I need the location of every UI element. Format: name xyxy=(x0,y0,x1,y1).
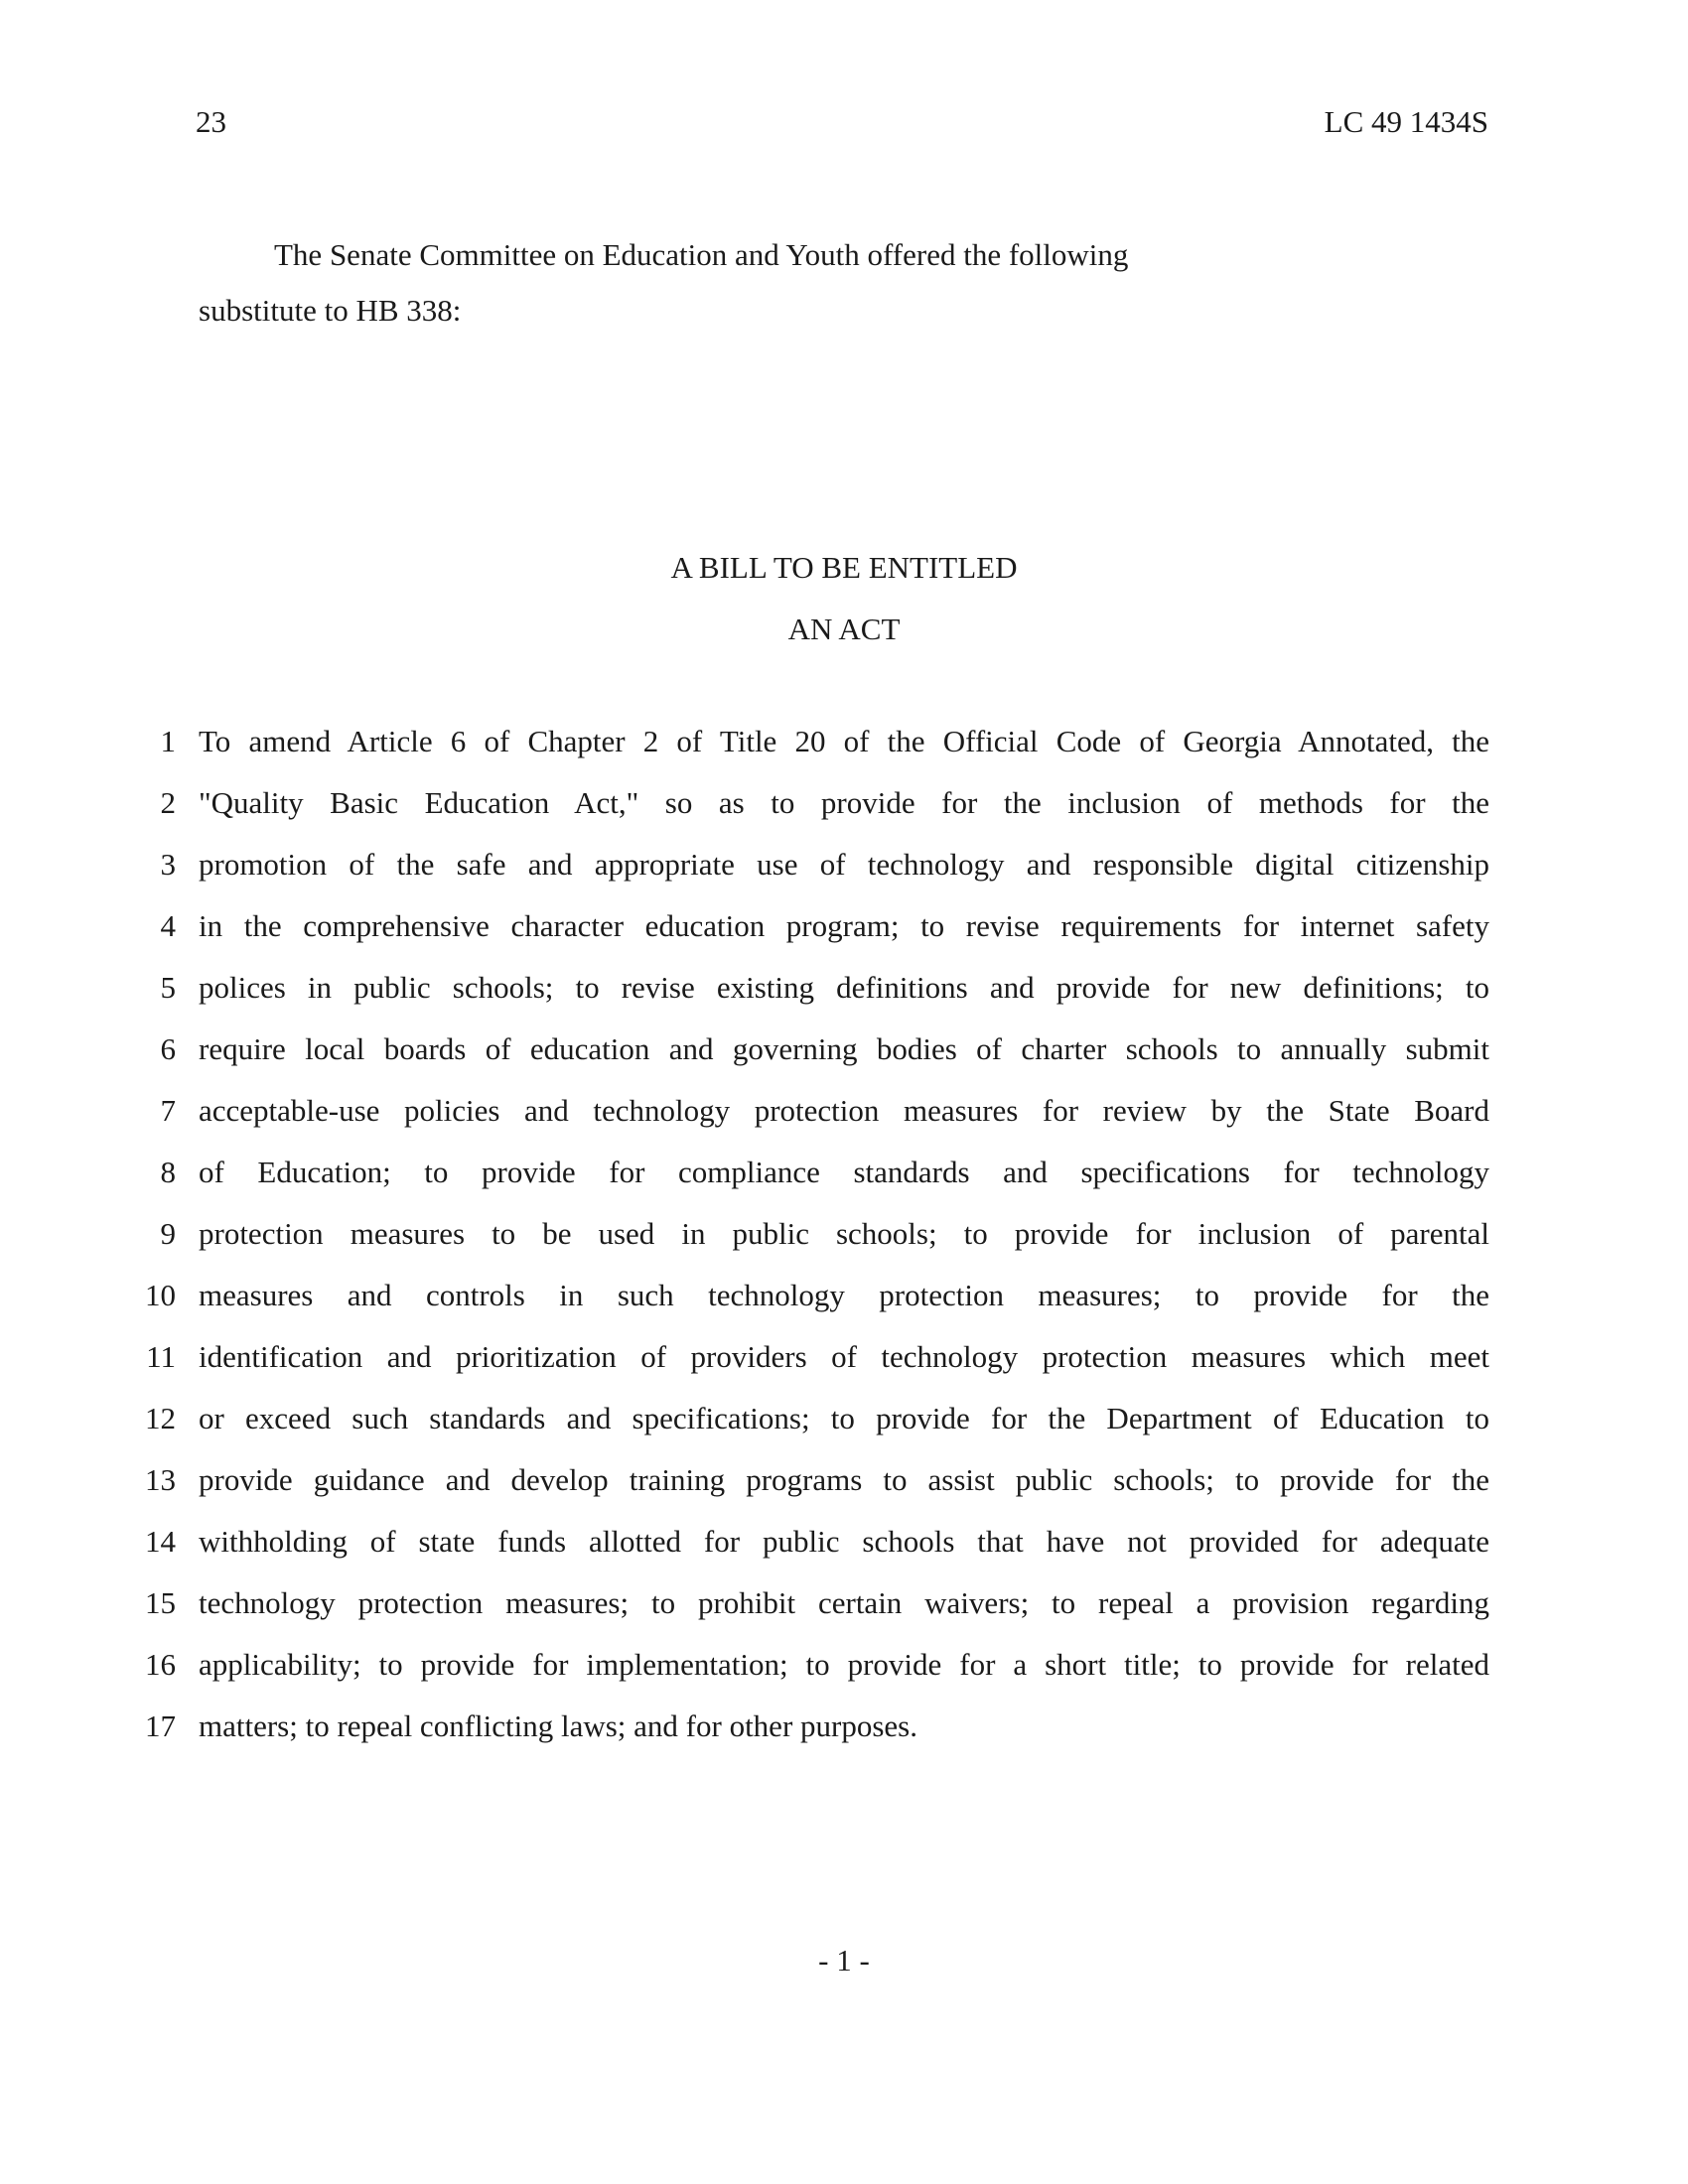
line-text: applicability; to provide for implementation; to provide for a short title; to provide for related xyxy=(199,1647,1489,1682)
numbered-line xyxy=(0,845,1688,906)
numbered-line xyxy=(0,1029,1688,1091)
line-number: 4 xyxy=(160,908,176,943)
line-number: 6 xyxy=(160,1031,176,1066)
numbered-line xyxy=(0,783,1688,845)
numbered-line xyxy=(0,1645,1688,1706)
line-text: acceptable-use policies and technology protection measures for review by the State Board xyxy=(199,1093,1489,1128)
line-text: or exceed such standards and specifications; to provide for the Department of Education to xyxy=(199,1401,1489,1435)
line-number: 2 xyxy=(160,785,176,820)
numbered-line xyxy=(0,1460,1688,1522)
line-number: 17 xyxy=(145,1708,176,1743)
line-text: provide guidance and develop training programs to assist public schools; to provide for the xyxy=(199,1462,1489,1497)
numbered-line xyxy=(0,1214,1688,1276)
line-number: 9 xyxy=(160,1216,176,1251)
numbered-line xyxy=(0,1337,1688,1399)
line-number: 7 xyxy=(160,1093,176,1128)
line-number: 5 xyxy=(160,970,176,1005)
line-number: 1 xyxy=(160,724,176,758)
line-number: 10 xyxy=(145,1278,176,1312)
line-text: of Education; to provide for compliance standards and specifications for technology xyxy=(199,1155,1489,1189)
numbered-line xyxy=(0,1153,1688,1214)
line-text: polices in public schools; to revise existing definitions and provide for new definitions; to xyxy=(199,970,1489,1005)
bill-title-line-2: AN ACT xyxy=(787,612,901,646)
line-text: identification and prioritization of providers of technology protection measures which meet xyxy=(199,1339,1489,1374)
line-text: measures and controls in such technology protection measures; to provide for the xyxy=(199,1278,1489,1312)
line-number: 15 xyxy=(145,1585,176,1620)
line-text: technology protection measures; to prohibit certain waivers; to repeal a provision regarding xyxy=(199,1585,1489,1620)
line-text: promotion of the safe and appropriate use of technology and responsible digital citizenship xyxy=(199,847,1489,882)
bill-body xyxy=(0,722,1688,1768)
line-text: protection measures to be used in public schools; to provide for inclusion of parental xyxy=(199,1216,1489,1251)
committee-intro xyxy=(199,235,1291,331)
line-text: require local boards of education and governing bodies of charter schools to annually submit xyxy=(199,1031,1489,1066)
bill-title xyxy=(0,537,1688,660)
line-text: To amend Article 6 of Chapter 2 of Title 20 of the Official Code of Georgia Annotated, the xyxy=(199,724,1489,758)
line-number: 14 xyxy=(145,1524,176,1559)
numbered-line xyxy=(0,906,1688,968)
numbered-line xyxy=(0,968,1688,1029)
footer-page-number: - 1 - xyxy=(818,1943,870,1978)
line-text: "Quality Basic Education Act," so as to provide for the inclusion of methods for the xyxy=(199,785,1489,820)
lc-document-code: LC 49 1434S xyxy=(1324,104,1488,139)
line-number: 16 xyxy=(145,1647,176,1682)
numbered-line xyxy=(0,1091,1688,1153)
numbered-line xyxy=(0,1522,1688,1583)
numbered-line xyxy=(0,1399,1688,1460)
intro-line-1: The Senate Committee on Education and Youth offered the following xyxy=(274,237,1129,272)
line-number: 12 xyxy=(145,1401,176,1435)
line-number: 11 xyxy=(146,1339,176,1374)
header-page-ref: 23 xyxy=(196,104,226,139)
numbered-line xyxy=(0,1706,1688,1768)
numbered-line xyxy=(0,1583,1688,1645)
intro-line-2: substitute to HB 338: xyxy=(199,293,462,328)
bill-title-line-1: A BILL TO BE ENTITLED xyxy=(670,550,1018,585)
line-text: in the comprehensive character education program; to revise requirements for internet safety xyxy=(199,908,1489,943)
line-number: 3 xyxy=(160,847,176,882)
line-number: 8 xyxy=(160,1155,176,1189)
line-text: matters; to repeal conflicting laws; and for other purposes. xyxy=(199,1708,917,1743)
line-text: withholding of state funds allotted for public schools that have not provided for adequate xyxy=(199,1524,1489,1559)
line-number: 13 xyxy=(145,1462,176,1497)
numbered-line xyxy=(0,1276,1688,1337)
numbered-line xyxy=(0,722,1688,783)
